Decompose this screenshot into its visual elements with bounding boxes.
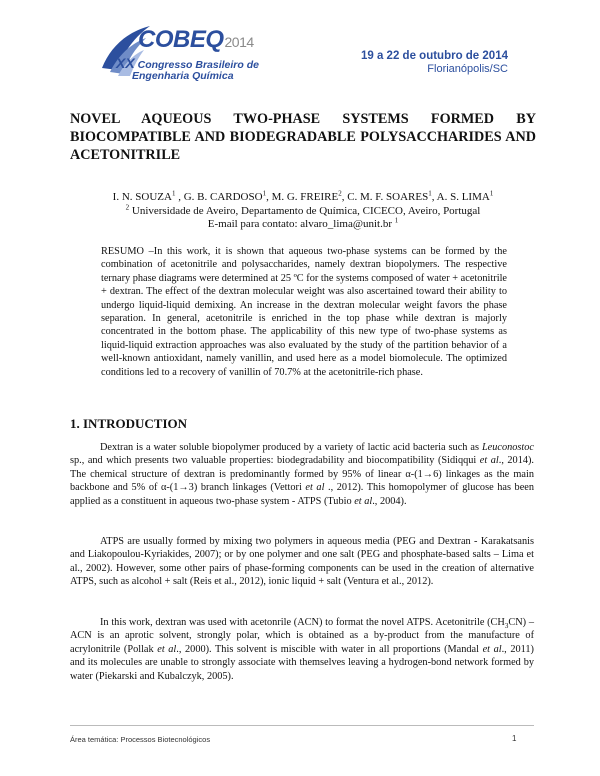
author-block [70, 191, 536, 232]
paper-title: NOVEL AQUEOUS TWO-PHASE SYSTEMS FORMED BY BIOCOMPATIBLE AND BIODEGRADABLE POLYSACCHARIDES AND ACETONITRILE [70, 111, 536, 163]
intro-paragraph-2: ATPS are usually formed by mixing two polymers in aqueous media (PEG and Dextran - Karakatsanis and Liakopoulou-Kyriakides, 2007); or by one polymer and one salt (PEG and phosphate-based salts – Lima et al., 2002). However, some other pairs of phase-forming components can be used in the creation of alternative ATPS, such as alcohol + salt (Reis et al., 2012), ionic liquid + salt (Ventura et al., 2012). [70, 536, 534, 588]
page-number: 1 [512, 734, 517, 743]
author-name: M. G. FREIRE [271, 191, 339, 203]
conference-date-range: 19 a 22 de outubro de 2014 [360, 50, 508, 62]
footer-topic: Área temática: Processos Biotecnológicos [70, 735, 211, 744]
cobeq-logo [96, 18, 296, 88]
author-name: A. S. LIMA [436, 191, 490, 203]
intro-paragraph-3: In this work, dextran was used with acetonrile (ACN) to format the novel ATPS. Acetonitrile $(CH_3CN)$ – ACN is an aprotic solvent, strongly polar, which is obtained as a by-product from the manufacture of acrylonitrile (Pollak et al., 2000). This solvent is miscible with water in all proportions (Mandal et al., 2011) and its molecules are unable to strongly associate with themselves leaving a hydrogen-bond network formed by water (Piekarski and Kubalczyk, 2005). [70, 617, 534, 682]
affiliation: $^2$ Universidade de Aveiro, Departamento de Química, CICECO, Aveiro, Portugal [125, 202, 481, 217]
section-heading: 1. INTRODUCTION [70, 416, 188, 431]
congress-name: XX Congresso Brasileiro de Engenharia Química [116, 55, 259, 82]
author-list: I. N. SOUZA$^1$ , G. B. CARDOSO$^1$, M. G. FREIRE$^2$, C. M. F. SOARES$^1$, A. S. LIMA$^1$ [112, 189, 494, 203]
contact-email: E-mail para contato: alvaro_lima@unit.br $^1$ [207, 216, 399, 230]
author-name: G. B. CARDOSO [183, 191, 263, 203]
logo-wordmark: COBEQ2014 [138, 26, 254, 53]
conference-header [0, 0, 600, 92]
intro-paragraph-1: Dextran is a water soluble biopolymer produced by a variety of lactic acid bacteria such as Leuconostoc sp., and which presents two valuable properties: biodegradability and biocompatibility (Sidiqqui et al., 2014). The chemical structure of dextran is predominantly formed by 95% of linear α-(1→6) linkages as the main backbone and 5% of α-(1→3) branch linkages (Vettori et al ., 2012). This homopolymer of glucose has been applied as a constituent in aqueous two-phase system - ATPS (Tubio et al., 2004). [70, 442, 535, 507]
conference-location: Florianópolis/SC [427, 63, 508, 75]
conference-dates [361, 50, 508, 75]
author-name: C. M. F. SOARES [347, 191, 429, 203]
author-name: I. N. SOUZA [112, 191, 172, 203]
abstract: RESUMO –In this work, it is shown that aqueous two-phase systems can be formed by the combination of acetonitrile and polysaccharides, namely dextran biopolymers. The respective ternary phase diagrams were determined at 25 ºC for the systems composed of water + acetonitrile + dextran. The effect of the dextran molecular weight was also ascertained toward their ability to undergo liquid-liquid demixing. An increase in the dextran molecular weight favors the phase separation. In general, acetonitrile is enriched in the top phase while dextran is majorly concentrated in the bottom phase. The applicability of this new type of two-phase systems as liquid-liquid extraction approaches was also evaluated by the study of the partition behavior of a well-known antioxidant, namely vanillin, and used here as a model biomolecule. The optimized conditions led to a recovery of vanillin of 70.7% at the acetonitrile-rich phase. [101, 246, 507, 378]
footer-divider [70, 725, 534, 726]
